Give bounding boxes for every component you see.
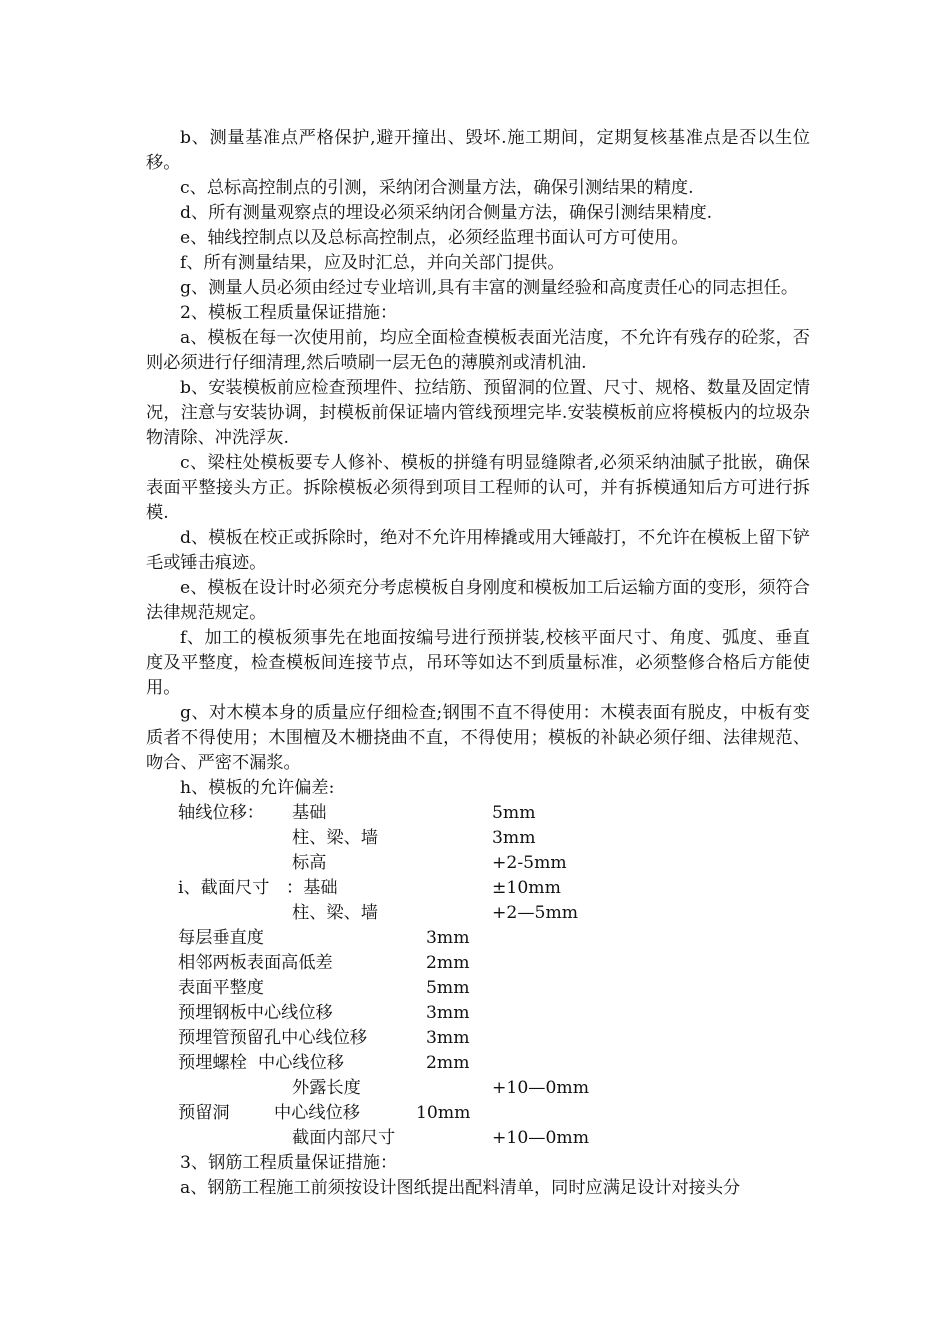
tolerance-row	[146, 926, 810, 951]
tolerance-value: 3mm	[426, 1003, 470, 1023]
tolerance-item: 相邻两板表面高低差	[178, 953, 333, 973]
tolerance-row	[146, 1026, 810, 1051]
tolerance-item: i、截面尺寸	[178, 878, 270, 898]
paragraph-formwork-e: e、模板在设计时必须充分考虑模板自身刚度和模板加工后运输方面的变形，须符合法律规范规定。	[146, 578, 810, 623]
paragraph-formwork-d: d、模板在校正或拆除时，绝对不允许用棒撬或用大锤敲打，不允许在模板上留下铲毛或锤击痕迹。	[146, 528, 810, 573]
tolerance-value: ±10mm	[492, 878, 561, 898]
tolerance-value: 5mm	[492, 803, 536, 823]
paragraph-measure-b: b、测量基准点严格保护,避开撞出、毁坏.施工期间，定期复核基准点是否以生位移。	[146, 128, 810, 173]
tolerance-subitem: 中心线位移	[274, 1103, 360, 1123]
tolerance-row	[146, 1001, 810, 1026]
tolerance-row	[146, 801, 810, 826]
tolerance-subitem: 柱、梁、墙	[292, 903, 378, 923]
tolerance-item: 预埋钢板中心线位移	[178, 1003, 333, 1023]
paragraph-measure-g: g、测量人员必须由经过专业培训,具有丰富的测量经验和高度责任心的同志担任。	[180, 278, 799, 298]
tolerance-row	[146, 951, 810, 976]
tolerance-row	[146, 876, 810, 901]
tolerance-item: 预埋管预留孔中心线位移	[178, 1028, 368, 1048]
tolerance-value: 3mm	[492, 828, 536, 848]
section-heading-rebar: 3、钢筋工程质量保证措施：	[180, 1153, 398, 1173]
tolerance-item: 表面平整度	[178, 978, 264, 998]
paragraph-formwork-f: f、加工的模板须事先在地面按编号进行预拼装,校核平面尺寸、角度、弧度、垂直度及平整度，检查模板间连接节点，吊环等如达不到质量标准，必须整修合格后方能使用。	[146, 628, 810, 698]
tolerance-value: 2mm	[426, 1053, 470, 1073]
tolerance-row	[146, 1076, 810, 1101]
tolerance-row	[146, 1126, 810, 1151]
paragraph-formwork-h: h、模板的允许偏差:	[180, 778, 335, 798]
tolerance-row	[146, 826, 810, 851]
tolerance-item: 预留洞	[178, 1103, 230, 1123]
tolerance-table	[146, 801, 810, 1151]
document-body	[146, 126, 810, 1201]
tolerance-row	[146, 1101, 810, 1126]
tolerance-value: 3mm	[426, 928, 470, 948]
tolerance-row	[146, 1051, 810, 1076]
tolerance-subitem: 外露长度	[292, 1078, 361, 1098]
tolerance-subitem: 柱、梁、墙	[292, 828, 378, 848]
tolerance-subitem: 中心线位移	[258, 1053, 344, 1073]
paragraph-formwork-c: c、梁柱处模板要专人修补、模板的拼缝有明显缝隙者,必须采纳油腻子批嵌，确保表面平整接头方正。拆除模板必须得到项目工程师的认可，并有拆模通知后方可进行拆模.	[146, 453, 810, 523]
tolerance-item: 每层垂直度	[178, 928, 264, 948]
paragraph-measure-e: e、轴线控制点以及总标高控制点，必须经监理书面认可方可使用。	[180, 228, 689, 248]
paragraph-rebar-a: a、钢筋工程施工前须按设计图纸提出配料清单，同时应满足设计对接头分	[180, 1178, 741, 1198]
section-heading-formwork: 2、模板工程质量保证措施：	[180, 303, 398, 323]
tolerance-value: +10—0mm	[492, 1078, 589, 1098]
tolerance-value: 2mm	[426, 953, 470, 973]
tolerance-row	[146, 976, 810, 1001]
paragraph-formwork-a: a、模板在每一次使用前，均应全面检查模板表面光洁度，不允许有残存的砼浆，否则必须进行仔细清理,然后喷刷一层无色的薄膜剂或清机油.	[146, 328, 810, 373]
tolerance-value: +10—0mm	[492, 1128, 589, 1148]
tolerance-value: 3mm	[426, 1028, 470, 1048]
tolerance-row	[146, 901, 810, 926]
tolerance-subitem: 基础	[292, 803, 327, 823]
tolerance-item: 轴线位移：	[178, 803, 264, 823]
tolerance-item: 预埋螺栓	[178, 1053, 247, 1073]
tolerance-value: 10mm	[416, 1103, 471, 1123]
tolerance-value: +2-5mm	[492, 853, 567, 873]
paragraph-measure-d: d、所有测量观察点的埋设必须采纳闭合侧量方法，确保引测结果精度.	[180, 203, 713, 223]
paragraph-measure-c: c、总标高控制点的引测，采纳闭合测量方法，确保引测结果的精度.	[180, 178, 694, 198]
tolerance-value: 5mm	[426, 978, 470, 998]
tolerance-subitem: 标高	[292, 853, 327, 873]
tolerance-subitem: 截面内部尺寸	[292, 1128, 396, 1148]
tolerance-value: +2—5mm	[492, 903, 579, 923]
paragraph-formwork-b: b、安装模板前应检查预埋件、拉结筋、预留洞的位置、尺寸、规格、数量及固定情况，注意与安装协调，封模板前保证墙内管线预埋完毕.安装模板前应将模板内的垃圾杂物清除、冲洗浮灰.	[146, 378, 810, 448]
paragraph-formwork-g: g、对木模本身的质量应仔细检查;钢围不直不得使用：木模表面有脱皮，中板有变质者不得使用；木围檀及木栅挠曲不直，不得使用；模板的补缺必须仔细、法律规范、吻合、严密不漏浆。	[146, 703, 810, 773]
tolerance-row	[146, 851, 810, 876]
paragraph-measure-f: f、所有测量结果，应及时汇总，并向关部门提供。	[180, 253, 565, 273]
tolerance-subitem: ：基础	[286, 878, 338, 898]
